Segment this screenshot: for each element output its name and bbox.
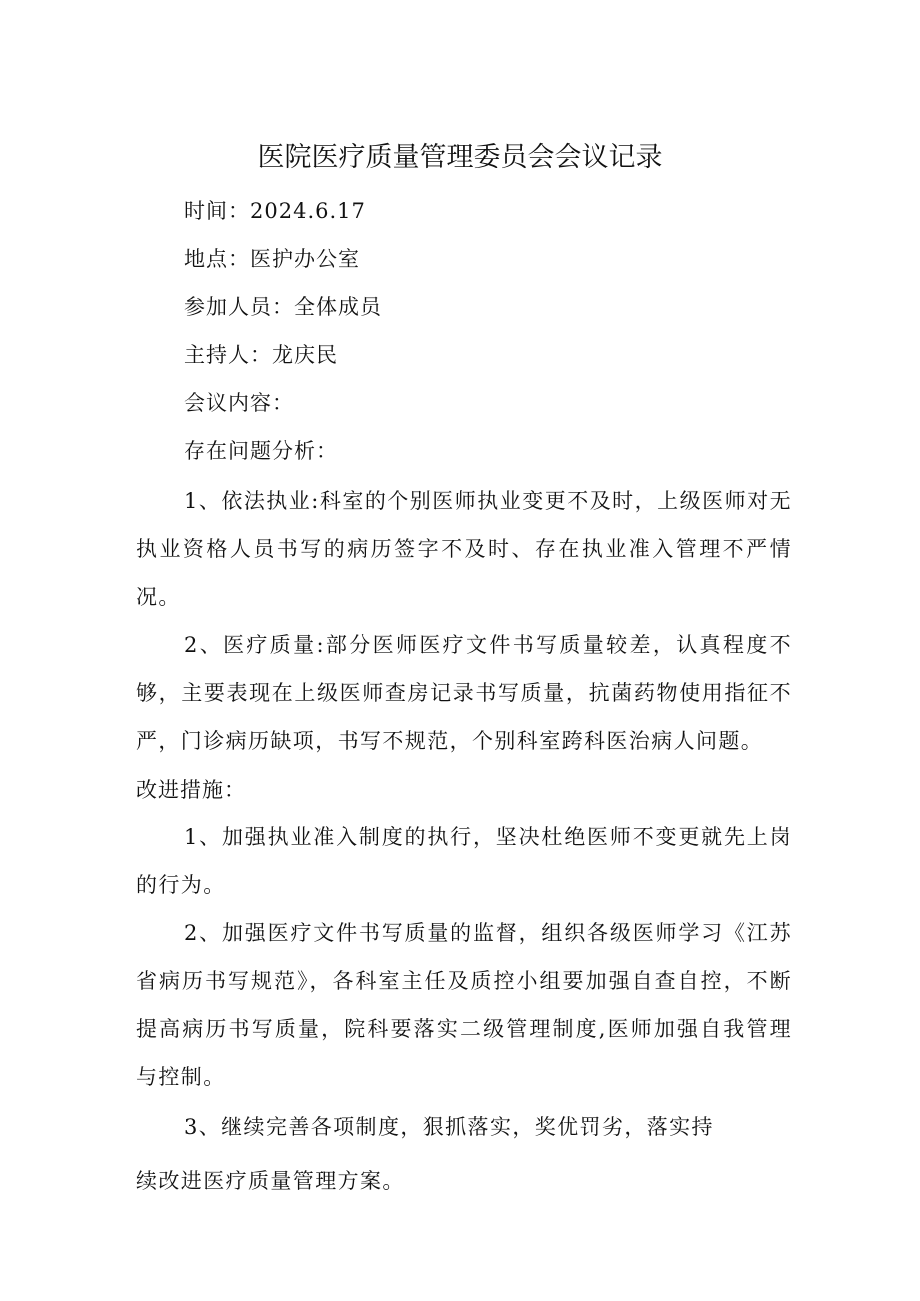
issues-heading: 存在问题分析： (184, 439, 338, 463)
meeting-time: 时间：2024.6.17 (184, 199, 366, 223)
measure-item-3-line-1: 3、继续完善各项制度，狠抓落实，奖优罚劣，落实持 (184, 1115, 714, 1139)
measures-heading: 改进措施： (136, 778, 246, 802)
measure-item: 1、加强执业准入制度的执行，坚决杜绝医师不变更就先上岗的行为。 (136, 825, 792, 897)
meeting-location: 地点：医护办公室 (184, 247, 360, 271)
meeting-host: 主持人：龙庆民 (184, 343, 338, 367)
issue-item: 2、医疗质量:部分医师医疗文件书写质量较差，认真程度不够，主要表现在上级医师查房记录书写质量，抗菌药物使用指征不严，门诊病历缺项，书写不规范，个别科室跨科医治病人问题。 (136, 633, 792, 753)
issue-item: 1、依法执业:科室的个别医师执业变更不及时，上级医师对无执业资格人员书写的病历签字不及时、存在执业准入管理不严情况。 (136, 489, 792, 609)
document-title: 医院医疗质量管理委员会会议记录 (257, 142, 663, 173)
measure-item: 2、加强医疗文件书写质量的监督，组织各级医师学习《江苏省病历书写规范》，各科室主任及质控小组要加强自查自控，不断提高病历书写质量，院科要落实二级管理制度,医师加强自我管理与控制。 (136, 921, 792, 1089)
meeting-content-label: 会议内容： (184, 391, 294, 415)
meeting-participants: 参加人员：全体成员 (184, 295, 382, 319)
measure-item-3-line-2: 续改进医疗质量管理方案。 (136, 1169, 405, 1193)
